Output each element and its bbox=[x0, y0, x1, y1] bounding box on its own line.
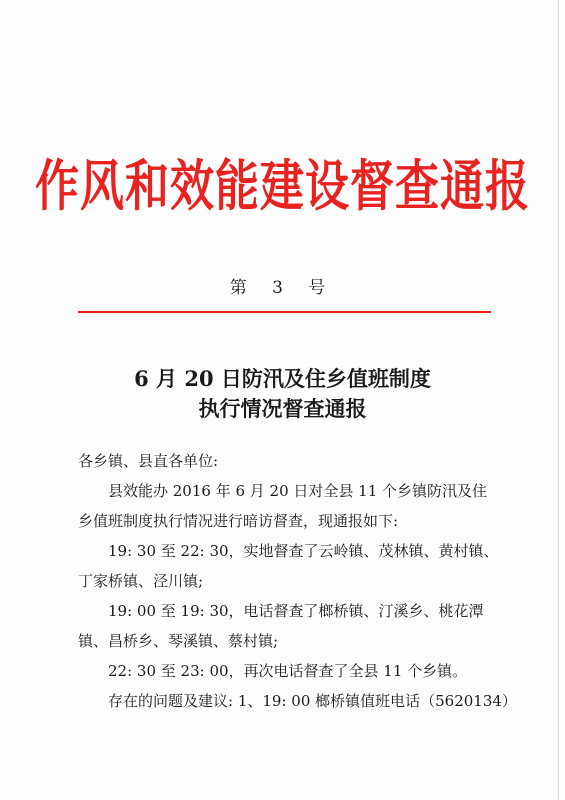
document-title-line-2: 执行情况督查通报 bbox=[198, 396, 367, 421]
body-paragraph-line: 19: 00 至 19: 30，电话督查了榔桥镇、汀溪乡、桃花潭 bbox=[108, 602, 484, 620]
body-paragraph-line: 乡值班制度执行情况进行暗访督查，现通报如下: bbox=[78, 512, 399, 530]
body-paragraph-line: 镇、昌桥乡、琴溪镇、蔡村镇; bbox=[78, 632, 279, 650]
masthead-title: 作风和效能建设督查通报 bbox=[35, 155, 530, 219]
salutation: 各乡镇、县直各单位: bbox=[78, 452, 219, 470]
red-divider-line bbox=[78, 311, 491, 313]
issue-number: 第 3 号 bbox=[229, 278, 336, 298]
body-paragraph-line: 22: 30 至 23: 00，再次电话督查了全县 11 个乡镇。 bbox=[108, 662, 468, 680]
body-paragraph-line: 县效能办 2016 年 6 月 20 日对全县 11 个乡镇防汛及住 bbox=[108, 482, 488, 500]
document-title-line-1: 6 月 20 日防汛及住乡值班制度 bbox=[134, 366, 431, 391]
body-paragraph-line: 19: 30 至 22: 30，实地督查了云岭镇、茂林镇、黄村镇、 bbox=[108, 542, 499, 560]
body-paragraph-line: 丁家桥镇、泾川镇; bbox=[78, 572, 204, 590]
body-paragraph-line: 存在的问题及建议: 1、19: 00 榔桥镇值班电话（5620134） bbox=[108, 692, 517, 710]
document-title bbox=[0, 364, 565, 424]
document-body bbox=[78, 446, 517, 716]
